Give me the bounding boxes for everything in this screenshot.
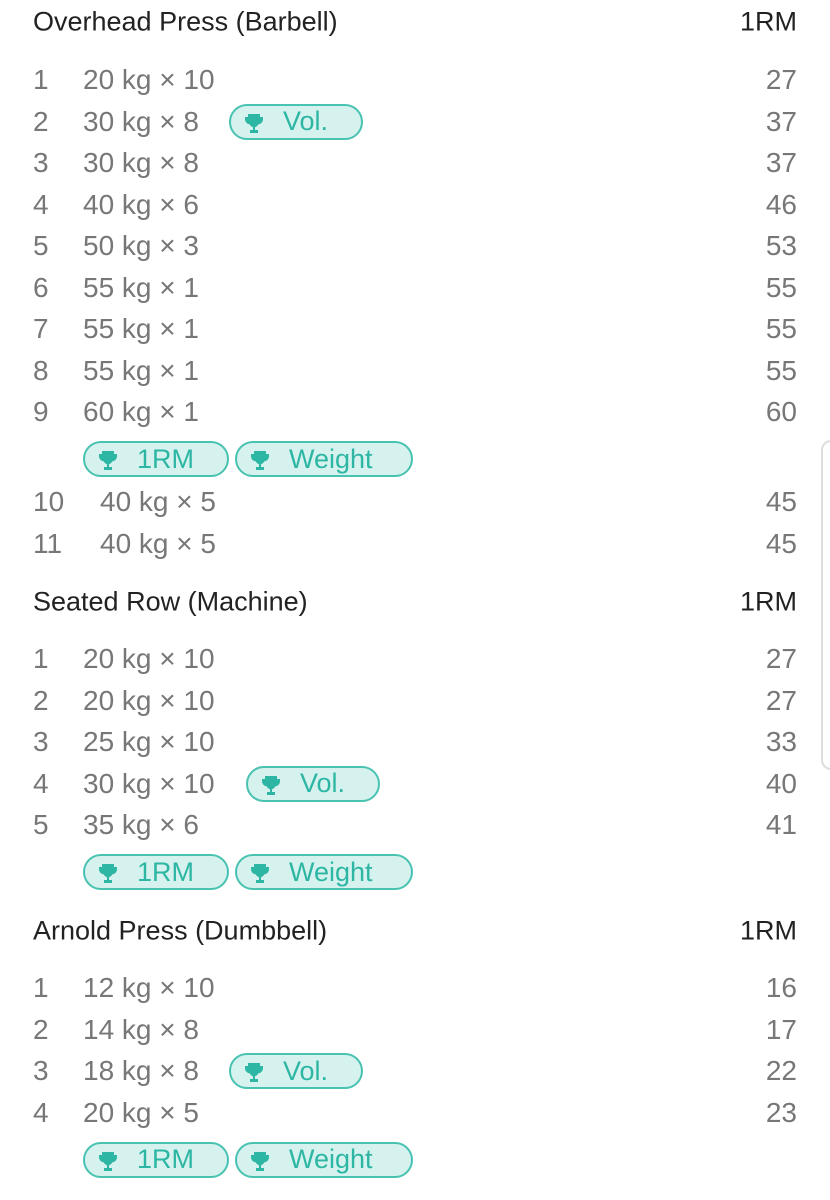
trophy-icon [245, 111, 263, 133]
pr-badge-weight [235, 854, 413, 890]
badge-label: Weight [289, 856, 373, 887]
badge-label: 1RM [137, 443, 195, 474]
set-weight-reps: 40 kg × 5 [100, 527, 216, 559]
set-1rm-value: 45 [765, 486, 797, 517]
scrollbar-handle[interactable] [821, 440, 830, 770]
set-number: 1 [33, 972, 49, 1003]
set-1rm-value: 41 [765, 809, 797, 840]
trophy-icon [262, 773, 280, 795]
set-1rm-value: 55 [765, 313, 797, 344]
set-number: 4 [33, 1096, 49, 1128]
set-weight-reps: 30 kg × 10 [83, 767, 215, 799]
exercise-title[interactable]: Overhead Press (Barbell) [33, 6, 338, 37]
set-weight-reps: 55 kg × 1 [83, 313, 199, 344]
set-1rm-value: 37 [765, 105, 797, 137]
set-1rm-value: 16 [765, 972, 797, 1003]
set-number: 3 [33, 147, 49, 178]
set-number: 4 [33, 767, 49, 799]
trophy-icon [245, 1060, 263, 1082]
set-weight-reps: 20 kg × 10 [83, 64, 215, 95]
pr-badge-vol [246, 766, 380, 802]
set-weight-reps: 55 kg × 1 [83, 271, 199, 303]
set-number: 2 [33, 1013, 49, 1045]
set-number: 10 [33, 486, 65, 517]
trophy-icon [99, 861, 117, 883]
set-1rm-value: 22 [765, 1055, 797, 1086]
set-1rm-value: 33 [765, 726, 797, 757]
set-number: 5 [33, 809, 49, 840]
pr-badge-vol [229, 104, 363, 140]
set-number: 8 [33, 354, 49, 386]
set-1rm-value: 23 [765, 1096, 797, 1128]
set-1rm-value: 40 [765, 767, 797, 799]
set-weight-reps: 12 kg × 10 [83, 972, 215, 1003]
column-header-1rm: 1RM [739, 6, 797, 37]
set-weight-reps: 30 kg × 8 [83, 147, 199, 178]
set-number: 3 [33, 1055, 49, 1086]
badge-label: Vol. [283, 1055, 329, 1086]
set-number: 2 [33, 105, 49, 137]
pr-badge-1rm [83, 854, 229, 890]
set-number: 7 [33, 313, 49, 344]
set-weight-reps: 25 kg × 10 [83, 726, 215, 757]
set-1rm-value: 55 [765, 354, 797, 386]
set-weight-reps: 40 kg × 6 [83, 188, 199, 220]
column-header-1rm: 1RM [739, 915, 797, 946]
set-1rm-value: 53 [765, 230, 797, 261]
set-number: 1 [33, 64, 49, 95]
set-number: 5 [33, 230, 49, 261]
set-number: 6 [33, 271, 49, 303]
trophy-icon [251, 1149, 269, 1171]
badge-label: 1RM [137, 1144, 195, 1174]
set-weight-reps: 18 kg × 8 [83, 1055, 199, 1086]
badge-label: Weight [289, 1144, 373, 1174]
exercise-title[interactable]: Seated Row (Machine) [33, 586, 308, 617]
pr-badge-weight [235, 441, 413, 477]
set-weight-reps: 40 kg × 5 [100, 486, 216, 517]
trophy-icon [251, 861, 269, 883]
badge-label: Weight [289, 443, 373, 474]
set-1rm-value: 55 [765, 271, 797, 303]
set-weight-reps: 20 kg × 10 [83, 643, 215, 674]
set-1rm-value: 17 [765, 1013, 797, 1045]
badge-label: 1RM [137, 856, 195, 887]
trophy-icon [99, 1149, 117, 1171]
set-weight-reps: 55 kg × 1 [83, 354, 199, 386]
pr-badge-1rm [83, 1142, 229, 1178]
set-number: 9 [33, 396, 49, 427]
set-1rm-value: 27 [765, 684, 797, 716]
set-weight-reps: 30 kg × 8 [83, 105, 199, 137]
set-number: 11 [33, 527, 63, 559]
set-weight-reps: 60 kg × 1 [83, 396, 199, 427]
badge-label: Vol. [283, 106, 329, 136]
pr-badge-1rm [83, 441, 229, 477]
set-1rm-value: 37 [765, 147, 797, 178]
set-weight-reps: 14 kg × 8 [83, 1013, 199, 1045]
set-weight-reps: 20 kg × 5 [83, 1096, 199, 1128]
set-weight-reps: 35 kg × 6 [83, 809, 199, 840]
set-1rm-value: 27 [765, 64, 797, 95]
exercise-title[interactable]: Arnold Press (Dumbbell) [33, 915, 328, 946]
set-weight-reps: 50 kg × 3 [83, 230, 199, 261]
badge-label: Vol. [300, 768, 346, 798]
trophy-icon [251, 448, 269, 470]
trophy-icon [99, 448, 117, 470]
set-1rm-value: 60 [765, 396, 797, 427]
set-number: 4 [33, 188, 49, 220]
pr-badge-weight [235, 1142, 413, 1178]
set-number: 3 [33, 726, 49, 757]
column-header-1rm: 1RM [739, 586, 797, 617]
set-number: 2 [33, 684, 49, 716]
pr-badge-vol [229, 1053, 363, 1089]
set-1rm-value: 45 [765, 527, 797, 559]
set-number: 1 [33, 643, 49, 674]
set-1rm-value: 46 [765, 188, 797, 220]
set-weight-reps: 20 kg × 10 [83, 684, 215, 716]
set-1rm-value: 27 [765, 643, 797, 674]
